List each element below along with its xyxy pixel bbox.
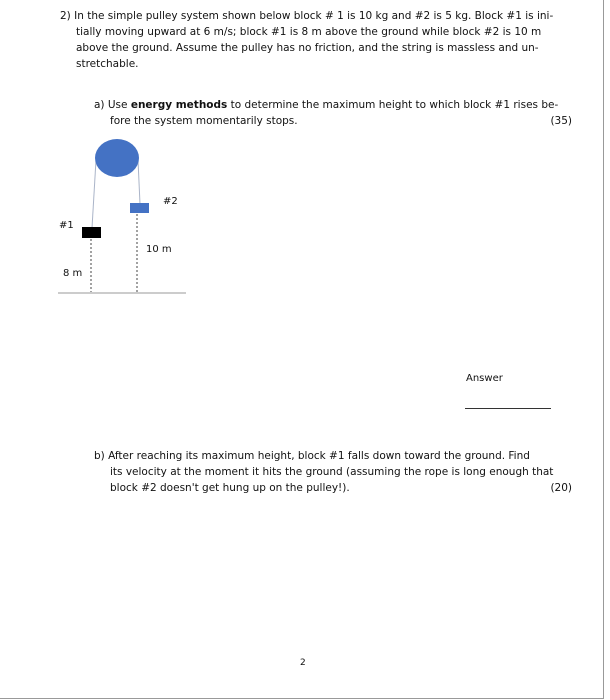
pulley [95, 139, 139, 177]
question-line: above the ground. Assume the pulley has no friction, and the string is massless and un- [76, 42, 539, 54]
part-b [94, 448, 572, 496]
answer-label: Answer [466, 373, 503, 384]
rope-right [138, 160, 140, 204]
question-line: 2) In the simple pulley system shown below block # 1 is 10 kg and #2 is 5 kg. Block #1 is ini- [60, 10, 554, 22]
block-2 [130, 203, 149, 213]
block-1-label: #1 [59, 220, 74, 231]
part-a-prefix: a) Use [94, 99, 131, 111]
answer-line [465, 408, 551, 409]
question-line: stretchable. [76, 58, 139, 70]
height-1-label: 8 m [63, 268, 83, 279]
part-a-bold: energy methods [130, 99, 228, 111]
part-a-text: fore the system momentarily stops. [110, 115, 298, 127]
part-b-points: (20) [550, 482, 572, 494]
part-a-points: (35) [550, 115, 572, 127]
rope-left [92, 160, 96, 228]
page-number: 2 [300, 658, 306, 668]
question-line: tially moving upward at 6 m/s; block #1 is 8 m above the ground while block #2 is 10 m [76, 26, 542, 38]
block-2-label: #2 [163, 196, 178, 207]
part-b-text: its velocity at the moment it hits the ground (assuming the rope is long enough that [110, 466, 554, 478]
height-2-label: 10 m [146, 244, 172, 255]
part-b-text: block #2 doesn't get hung up on the pulley!). [110, 482, 350, 494]
pulley-diagram [0, 0, 610, 310]
part-b-text: b) After reaching its maximum height, block #1 falls down toward the ground. Find [94, 450, 530, 462]
block-1 [82, 227, 101, 238]
part-a-text: to determine the maximum height to which block #1 rises be- [227, 99, 559, 111]
